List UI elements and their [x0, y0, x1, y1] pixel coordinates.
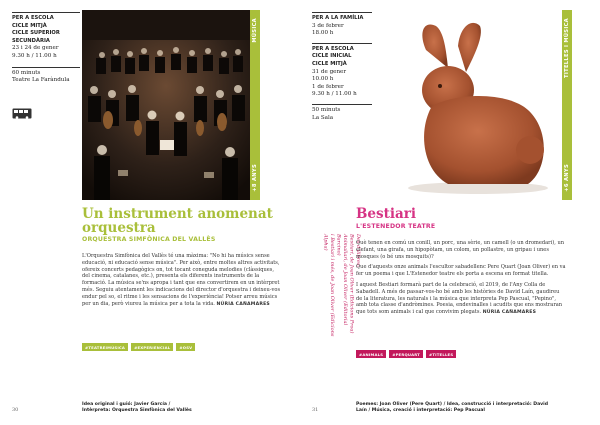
- audience-line: SECUNDÀRIA: [12, 37, 50, 44]
- audience-line: CICLE SUPERIOR: [12, 30, 60, 37]
- description-text: L'Orquestra Simfònica del Vallès té una màxima: "No hi ha músics sense educació, ni educació sense música". Per això, entre moltes altres activitats, ofereix concerts pedagògics on, tot tocant coneguda melodies (clàssiques, del cinema, catalanes, etc.), presenta els diferents instruments de la formació. La música se'ns apropa i tant que ens convertirem en un intèrpret més. Seguiu atentament les indicacions del director d'orquestra i deixeu-vos endur pel so, el ritme i les sensacions de l'experiència! Potser arreu músics per un dia, però viureu la música per a tota la vida.: [82, 253, 281, 307]
- audience-line: PER A ESCOLA: [12, 15, 54, 21]
- time-line: 10.00 h: [312, 76, 334, 83]
- page-number: 30: [12, 407, 19, 413]
- date-line: 23 i 24 de gener: [12, 45, 59, 52]
- credit-line: Idea original i guió: Javier García /: [82, 402, 171, 407]
- tag[interactable]: #OSV: [176, 343, 195, 351]
- credits: [82, 402, 282, 414]
- audience-line: CICLE MITJÀ: [12, 22, 47, 29]
- left-audience-block: [12, 12, 80, 61]
- audience-line: CICLE MITJÀ: [312, 60, 347, 67]
- time-line: 9.30 h / 11.00 h: [312, 91, 357, 98]
- date-line: 1 de febrer: [312, 83, 344, 90]
- reference-line: i Bestiari i més, de Joan Oliver (Edicions Alpha): [322, 234, 335, 337]
- tab-age: +8 ANYS: [252, 164, 258, 192]
- audience-line: CICLE INICIAL: [312, 53, 352, 60]
- author-signature: NÚRIA CAÑAMARES: [482, 310, 537, 316]
- venue: La Sala: [312, 114, 334, 121]
- left-info-column: [12, 12, 80, 91]
- tab-category: MÚSICA: [252, 18, 258, 43]
- credit-line: Poemes: Joan Oliver (Pere Quart) / Idea, construcció i interpretació: David: [356, 402, 549, 407]
- audience-line: PER A LA FAMÍLIA: [312, 15, 364, 21]
- audience-line: PER A ESCOLA: [312, 45, 354, 52]
- description-paragraph: I aquest Bestiari formarà part de la celebració, el 2019, de l'Any Colla de Sabadell. A més de passar-vos-ho bé amb les històries de David Laín, gaudireu de la literatura, les naturals i la música que interpreta Pep Pascual, "Pepino", amb tota classe d'andròmines. Poesia, endevinalles i acudits que ens mostraran que tots som animals i cal que convivim plegats.: [356, 281, 563, 316]
- right-info-column: [312, 12, 372, 127]
- reference-line: Des d'llibres:: [355, 234, 361, 268]
- reference-line: Animaliari, de Joan Oliver (Editorial Barcino): [335, 234, 348, 326]
- accessibility-bus-icon: [12, 108, 32, 119]
- reference-line: Bestiari, de Joan Oliver (Edicions Proa): [348, 234, 355, 334]
- rabbit-sculpture-photo: [378, 10, 562, 200]
- category-tab-titelles: [562, 10, 572, 200]
- tag[interactable]: #TITELLES: [426, 350, 456, 358]
- tag-list: [82, 343, 195, 351]
- tag-list: [356, 350, 456, 358]
- tag[interactable]: #ANIMALS: [356, 350, 386, 358]
- show-company: L'ESTENEDOR TEATRE: [356, 223, 436, 230]
- credit-line: Laín / Música, creació i interpretació: Pep Pascual: [356, 408, 485, 413]
- show-description: [356, 240, 566, 321]
- family-block: [312, 12, 372, 38]
- left-venue-block: [12, 67, 80, 85]
- school-block: [312, 43, 372, 99]
- orchestra-photo: [82, 10, 250, 200]
- page-number: 31: [312, 407, 319, 413]
- tag[interactable]: #PERQUART: [389, 350, 423, 358]
- credits: [356, 402, 566, 414]
- right-venue-block: [312, 104, 372, 122]
- show-title: Un instrument anomenat orquestra: [82, 206, 273, 236]
- show-company: ORQUESTRA SIMFÒNICA DEL VALLÈS: [82, 236, 216, 243]
- time-line: 18.00 h: [312, 30, 334, 37]
- show-description: [82, 253, 282, 308]
- description-paragraph: Què tenen en comú un conill, un porc, una sèrie, un camell (o un dromedari), un elefant, una girafa, un hipopòtam, un colom, un pollastre, un gripau i unes mosques (o bé uns mosquits)?: [356, 240, 565, 260]
- venue: Teatre La Faràndula: [12, 77, 70, 84]
- date-line: 31 de gener: [312, 68, 347, 75]
- duration: 50 minuts: [312, 106, 341, 113]
- time-line: 9.30 h / 11.00 h: [12, 52, 57, 59]
- date-line: 3 de febrer: [312, 22, 344, 29]
- tag[interactable]: #EXPERIENCIAL: [131, 343, 173, 351]
- description-paragraph: Que d'aquests onze animals l'escultor sabadellenc Pere Quart (Joan Oliver) en va fer un poema i que L'Estenedor teatre els porta a escena en format titella.: [356, 264, 566, 278]
- tab-category: TITELLES I MÚSICA: [564, 18, 570, 78]
- tab-age: +6 ANYS: [564, 164, 570, 192]
- show-title: Bestiari: [356, 206, 416, 222]
- credit-line: Intèrpreta: Orquestra Simfònica del Vallès: [82, 408, 192, 413]
- tag[interactable]: #TEATREIMÚSICA: [82, 343, 128, 351]
- author-signature: NÚRIA CAÑAMARES: [216, 301, 270, 307]
- duration: 60 minuts: [12, 69, 41, 76]
- category-tab-musica: [250, 10, 260, 200]
